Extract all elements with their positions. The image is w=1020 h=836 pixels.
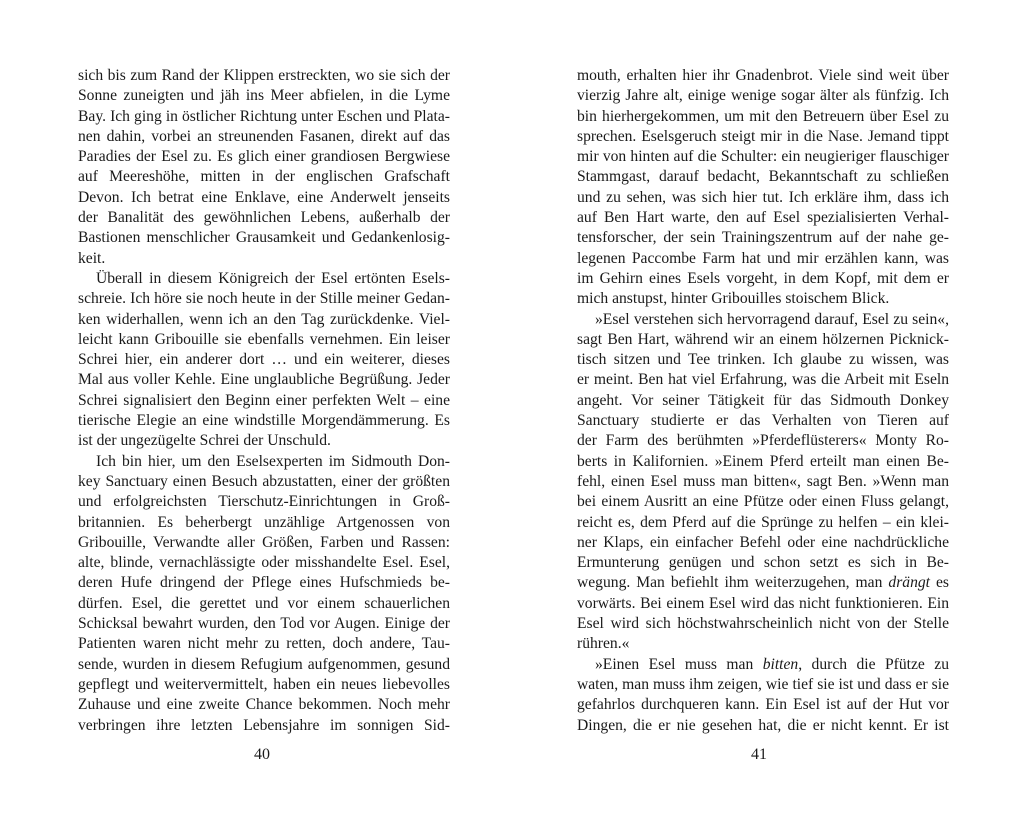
text-line: tisch sitzen und Tee trinken. Ich glaube zu wissen, was xyxy=(577,351,949,369)
right-page-number: 41 xyxy=(751,746,767,763)
text-line: Sonne zuneigten und jäh ins Meer abfielen, in die Lyme xyxy=(78,87,450,105)
text-line: Überall in diesem Königreich der Esel ertönten Esels- xyxy=(96,269,450,287)
text-line: Bastionen menschlicher Grausamkeit und Gedankenlosig- xyxy=(78,229,450,247)
text-line: Schrei hier, ein anderer dort … und ein weiterer, dieses xyxy=(78,351,450,369)
text-line: der Banalität des gewöhnlichen Lebens, außerhalb der xyxy=(78,209,450,227)
text-line: Bay. Ich ging in östlicher Richtung unter Eschen und Plata- xyxy=(78,107,450,125)
text-line: Gribouille, Verwandte aller Größen, Farben und Rassen: xyxy=(78,533,450,551)
text-line: Patienten waren nicht mehr zu retten, doch andere, Tau- xyxy=(78,635,450,653)
text-line: »Esel verstehen sich hervorragend darauf, Esel zu sein«, xyxy=(595,310,949,328)
text-line: auf Meereshöhe, mitten in der englischen Grafschaft xyxy=(78,168,450,186)
text-line: key Sanctuary einen Besuch abzustatten, einer der größten xyxy=(78,472,450,490)
text-line: dürfen. Esel, die gerettet und vor einem schauerlichen xyxy=(78,594,450,612)
text-line: Devon. Ich betrat eine Enklave, eine Anderwelt jenseits xyxy=(78,188,450,206)
text-line: auf Ben Hart warte, den auf Esel spezialisierten Verhal- xyxy=(577,209,949,227)
text-line: rühren.« xyxy=(577,635,630,653)
text-line: legenen Paccombe Farm hat und mir erzählen kann, was xyxy=(577,249,949,267)
text-line xyxy=(577,655,949,675)
text-line: bei einem Ausritt an eine Pfütze oder einen Fluss gelangt, xyxy=(577,493,949,511)
text-fragment: wegung. Man befiehlt ihm weiterzugehen, man xyxy=(577,574,889,592)
text-line: alte, blinde, vernachlässigte oder misshandelte Esel. Esel, xyxy=(78,554,450,572)
text-line: und erfolgreichsten Tierschutz-Einrichtungen in Groß- xyxy=(78,493,450,511)
text-line: im Gehirn eines Esels vorgeht, in dem Kopf, mit dem er xyxy=(577,269,949,287)
text-line: mich anstupst, hinter Gribouilles stoischem Blick. xyxy=(577,290,890,308)
text-line: sende, wurden in diesem Refugium aufgenommen, gesund xyxy=(78,655,450,673)
text-line xyxy=(577,573,949,593)
text-line: bin hierhergekommen, um mit den Betreuern über Esel zu xyxy=(577,107,949,125)
left-page-text xyxy=(78,66,450,736)
text-line: Schicksal bewahrt wurden, den Tod vor Augen. Einige der xyxy=(78,615,450,633)
text-line: gepflegt und weitervermittelt, haben ein neues liebevolles xyxy=(78,675,450,693)
text-line: sprechen. Eselsgeruch steigt mir in die Nase. Jemand tippt xyxy=(577,127,949,145)
text-line: sagt Ben Hart, während wir an einem hölzernen Picknick- xyxy=(577,330,949,348)
text-line: leicht kann Gribouille sie ebenfalls vernehmen. Ein leiser xyxy=(78,330,450,348)
text-line: reicht es, dem Pferd auf die Sprünge zu helfen – ein klei- xyxy=(577,513,949,531)
text-line: schreie. Ich höre sie noch heute in der Stille meiner Gedan- xyxy=(78,290,450,308)
text-fragment: , durch die Pfütze zu xyxy=(798,655,949,673)
text-line: britannien. Es beherbergt unzählige Artgenossen von xyxy=(78,513,450,531)
text-fragment: »Einen Esel muss man xyxy=(595,655,763,673)
text-line: und zu sehen, was sich hier tut. Ich erkläre ihm, dass ich xyxy=(577,188,949,206)
text-line: Esel wird sich höchstwahrscheinlich nicht von der Stelle xyxy=(577,615,949,633)
text-line: gefahrlos durchqueren kann. Ein Esel ist auf der Hut vor xyxy=(577,696,949,714)
text-line: Ich bin hier, um den Eselsexperten im Sidmouth Don- xyxy=(96,452,450,470)
text-line: vorwärts. Bei einem Esel wird das nicht funktionieren. Ein xyxy=(577,594,949,612)
left-page-number: 40 xyxy=(254,746,270,763)
text-line: ner Klaps, ein einfacher Befehl oder eine nachdrückliche xyxy=(577,533,949,551)
text-line: keit. xyxy=(78,249,106,267)
text-line: Ermunterung genügen und schon setzt es sich in Be- xyxy=(577,554,949,572)
text-line: Stammgast, darauf bedacht, Bekanntschaft zu schließen xyxy=(577,168,949,186)
emphasized-word: drängt xyxy=(888,574,930,592)
text-line: waten, man muss ihm zeigen, wie tief sie ist und dass er sie xyxy=(577,675,949,693)
text-line: nen dahin, vorbei an streunenden Fasanen, direkt auf das xyxy=(78,127,450,145)
text-line: tierische Elegie an eine windstille Morgendämmerung. Es xyxy=(78,412,450,430)
text-line: sich bis zum Rand der Klippen erstreckten, wo sie sich der xyxy=(78,67,450,84)
text-line: Dingen, die er nie gesehen hat, die er nicht kennt. Er ist xyxy=(577,716,949,734)
text-line: ist der ungezügelte Schrei der Unschuld. xyxy=(78,432,331,450)
text-line: er meint. Ben hat viel Erfahrung, was die Arbeit mit Eseln xyxy=(577,371,949,389)
text-line: Zuhause und eine zweite Chance bekommen. Noch mehr xyxy=(78,696,450,714)
text-fragment: es xyxy=(930,574,949,592)
text-line: deren Hufe dringend der Pflege eines Hufschmieds be- xyxy=(78,574,450,592)
text-line: Paradies der Esel zu. Es glich einer grandiosen Bergwiese xyxy=(78,148,450,166)
text-line: ken widerhallen, wenn ich an den Tag zurückdenke. Viel- xyxy=(78,310,450,328)
text-line: der Farm des berühmten »Pferdeflüsterers« Monty Ro- xyxy=(577,432,949,450)
text-line: vierzig Jahre alt, einige wenige sogar älter als fünfzig. Ich xyxy=(577,87,949,105)
text-line: Mal aus voller Kehle. Eine unglaubliche Begrüßung. Jeder xyxy=(78,371,450,389)
text-line: tensforscher, der sein Trainingszentrum auf der nahe ge- xyxy=(577,229,949,247)
text-line: mir von hinten auf die Schulter: ein neugieriger flauschiger xyxy=(577,148,949,166)
text-line: Schrei signalisiert den Beginn einer perfekten Welt – eine xyxy=(78,391,450,409)
emphasized-word: bitten xyxy=(762,655,799,673)
text-line: mouth, erhalten hier ihr Gnadenbrot. Viele sind weit über xyxy=(577,67,949,84)
text-line: angeht. Vor seiner Tätigkeit für das Sidmouth Donkey xyxy=(577,391,949,409)
text-line: verbringen ihre letzten Lebensjahre im sonnigen Sid- xyxy=(78,716,450,734)
text-line: berts in Kalifornien. »Einem Pferd erteilt man einen Be- xyxy=(577,452,949,470)
text-line: Sanctuary studierte er das Verhalten von Tieren auf xyxy=(577,412,949,430)
text-line: fehl, einen Esel muss man bitten«, sagt Ben. »Wenn man xyxy=(577,472,949,490)
right-page-text xyxy=(577,66,949,736)
